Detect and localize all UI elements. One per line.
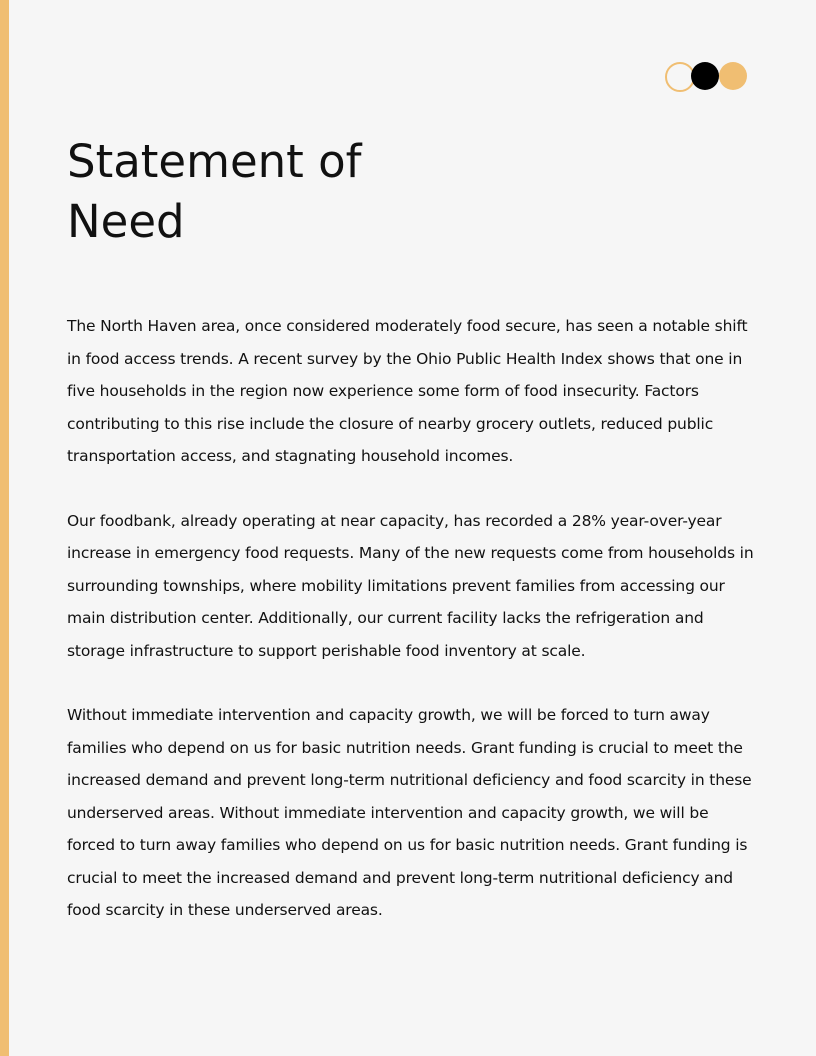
decorative-dots (665, 62, 749, 92)
document-body (67, 310, 757, 959)
left-accent-bar (0, 0, 9, 1056)
black-circle-icon (691, 62, 719, 90)
paragraph-3: Without immediate intervention and capacity growth, we will be forced to turn away families who depend on us for basic nutrition needs. Grant funding is crucial to meet the increased demand and prevent long-term nutritional deficiency and food scarcity in these underserved areas. Without immediate intervention and capacity growth, we will be forced to turn away families who depend on us for basic nutrition needs. Grant funding is crucial to meet the increased demand and prevent long-term nutritional deficiency and food scarcity in these underserved areas. (67, 706, 752, 919)
gold-circle-icon (719, 62, 747, 90)
paragraph-1: The North Haven area, once considered moderately food secure, has seen a notable shift in food access trends. A recent survey by the Ohio Public Health Index shows that one in five households in the region now experience some form of food insecurity. Factors contributing to this rise include the closure of nearby grocery outlets, reduced public transportation access, and stagnating household incomes. (67, 317, 748, 465)
page-title: Statement of Need (67, 135, 362, 248)
paragraph-2: Our foodbank, already operating at near capacity, has recorded a 28% year-over-year increase in emergency food requests. Many of the new requests come from households in surrounding townships, where mobility limitations prevent families from accessing our main distribution center. Additionally, our current facility lacks the refrigeration and storage infrastructure to support perishable food inventory at scale. (67, 511, 754, 660)
